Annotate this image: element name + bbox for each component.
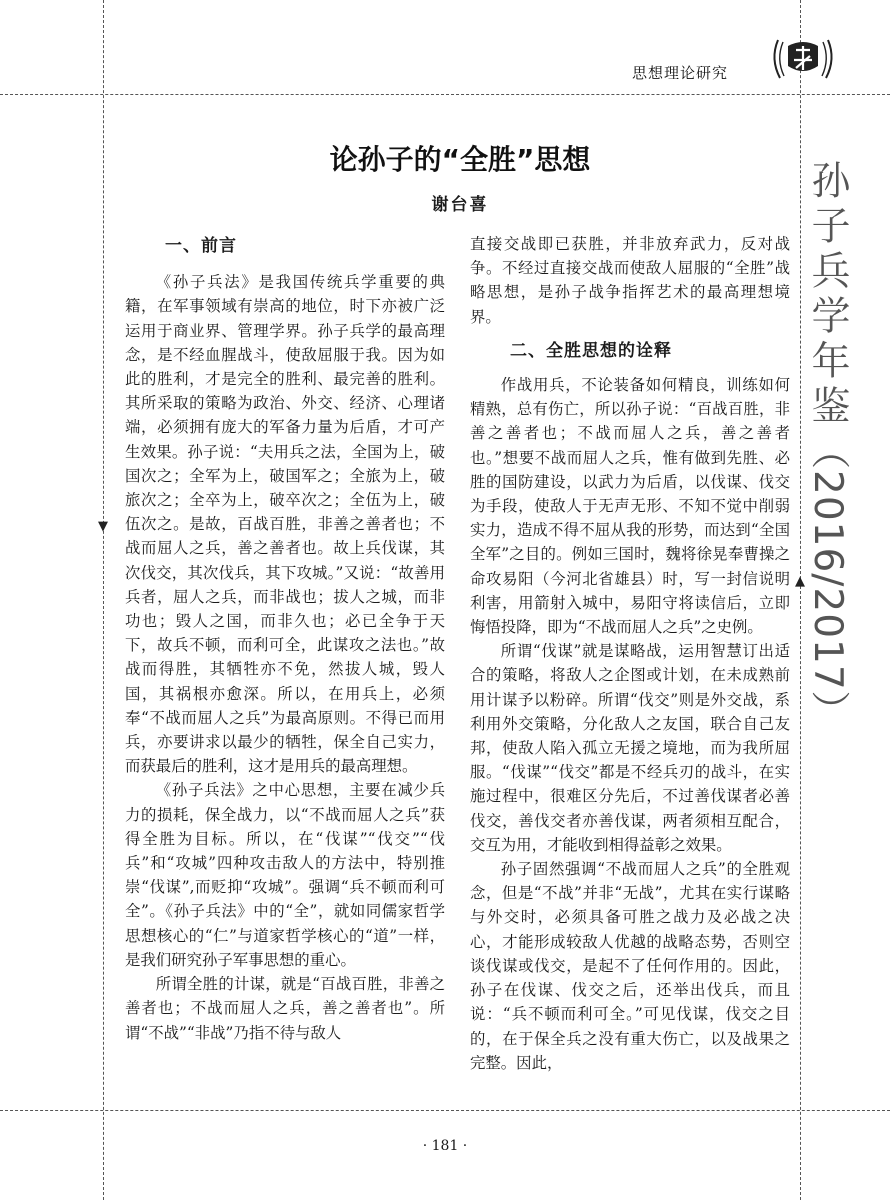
article-title: 论孙子的“全胜”思想 bbox=[329, 143, 591, 176]
page-number: · 181 · bbox=[422, 1138, 468, 1154]
paragraph: 所谓全胜的计谋，就是“百战百胜，非善之善者也；不战而屈人之兵，善之善者也”。所谓“不战”“非战”乃指不待与敌人 bbox=[125, 975, 445, 1042]
paragraph: 《孙子兵法》之中心思想，主要在减少兵力的损耗，保全战力，以“不战而屈人之兵”获得全胜为目标。所以，在“伐谋”“伐交”“伐兵”和“攻城”四种攻击敌人的方法中，特别推崇“伐谋”,而贬抑“攻城”。强调“兵不顿而利可全”。《孙子兵法》中的“全”，就如同儒家哲学思想核心的“仁”与道家哲学核心的“道”一样，是我们研究孙子军事思想的重心。 bbox=[125, 781, 445, 969]
yearbook-side-title bbox=[805, 160, 850, 731]
section-heading-preface: 一、前言 bbox=[165, 236, 237, 256]
journal-emblem-icon bbox=[768, 32, 838, 86]
right-dashed-rule bbox=[800, 0, 801, 1200]
left-margin-arrow-down-icon: ▼ bbox=[98, 519, 108, 534]
paragraph: 所谓“伐谋”就是谋略战，运用智慧订出适合的策略，将敌人之企图或计划，在未成熟前用计谋予以粉碎。所谓“伐交”则是外交战，系利用外交策略，分化敌人之友国，联合自己友邦，使敌人陷入孤立无援之境地，而为我所屈服。“伐谋”“伐交”都是不经兵刃的战斗，在实施过程中，很难区分先后，不过善伐谋者必善伐交，善伐交者亦善伐谋，两者须相互配合，交互为用，才能收到相得益彰之效果。 bbox=[470, 642, 790, 854]
section-heading-interpretation: 二、全胜思想的诠释 bbox=[510, 340, 672, 361]
paragraph-continued: 直接交战即已获胜，并非放弃武力，反对战争。不经过直接交战而使敌人屈服的“全胜”战略思想，是孙子战争指挥艺术的最高理想境界。 bbox=[470, 235, 790, 326]
left-column bbox=[125, 232, 445, 1045]
article-author: 谢台喜 bbox=[431, 195, 489, 215]
paragraph: 作战用兵，不论装备如何精良，训练如何精熟，总有伤亡，所以孙子说：“百战百胜，非善之善者也；不战而屈人之兵，善之善者也。”想要不战而屈人之兵，惟有做到先胜、必胜的国防建设，以武力为后盾，以伐谋、伐交为手段，使敌人于无声无形、不知不觉中削弱实力，造成不得不屈从我的形势，而达到“全国全军”之目的。例如三国时，魏将徐晃奉曹操之命攻易阳（今河北省雄县）时，写一封信说明利害，用箭射入城中，易阳守将读信后，立即悔悟投降，即为“不战而屈人之兵”之史例。 bbox=[470, 376, 790, 637]
left-dashed-rule bbox=[103, 0, 104, 1200]
yearbook-year: （2016/2017） bbox=[805, 430, 850, 731]
bottom-dashed-rule bbox=[0, 1110, 890, 1111]
paragraph: 《孙子兵法》是我国传统兵学重要的典籍，在军事领域有崇高的地位，时下亦被广泛运用于商业界、管理学界。孙子兵学的最高理念，是不经血腥战斗，使敌屈服于我。因为如此的胜利，才是完全的胜利、最完善的胜利。其所采取的策略为政治、外交、经济、心理诸端，必须拥有庞大的军备力量为后盾，才可产生效果。孙子说：“夫用兵之法，全国为上，破国次之；全军为上，破国军之；全旅为上，破旅次之；全卒为上，破卒次之；全伍为上，破伍次之。是故，百战百胜，非善之善者也；不战而屈人之兵，善之善者也。故上兵伐谋，其次伐交，其次伐兵，其下攻城。”又说：“故善用兵者，屈人之兵，而非战也；拔人之城，而非功也；毁人之国，而非久也；必已全争于天下，故兵不顿，而利可全，此谋攻之法也。”故战而得胜，其牺牲亦不免，然拔人城，毁人国，其祸根亦愈深。所以，在用兵上，必须奉“不战而屈人之兵”为最高原则。不得已而用兵，亦要讲求以最少的牺牲，保全自己实力，而获最后的胜利，这才是用兵的最高理想。 bbox=[125, 273, 445, 776]
paragraph: 孙子固然强调“不战而屈人之兵”的全胜观念，但是“不战”并非“无战”，尤其在实行谋略与外交时，必须具备可胜之战力及必战之决心，才能形成较敌人优越的战略态势，否则空谈伐谋或伐交，是起不了任何作用的。因此，孙子在伐谋、伐交之后，还举出伐兵，而且说：“兵不顿而利可全。”可见伐谋，伐交之目的，在于保全兵之没有重大伤亡，以及战果之完整。因此， bbox=[470, 860, 790, 1072]
right-column bbox=[470, 232, 790, 1075]
yearbook-name: 孙子兵学年鉴 bbox=[805, 160, 850, 430]
running-head: 思想理论研究 bbox=[631, 64, 728, 82]
top-dashed-rule bbox=[0, 94, 890, 95]
right-margin-arrow-up-icon: ▲ bbox=[795, 574, 805, 589]
